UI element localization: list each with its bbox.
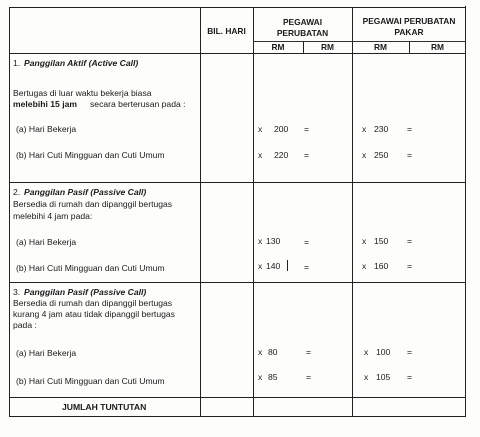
section3-title: Panggilan Pasif (Passive Call): [24, 287, 147, 297]
header-pakar-line1: PEGAWAI PERUBATAN: [362, 16, 456, 26]
section1-desc-line1: Bertugas di luar waktu bekerja biasa: [13, 88, 152, 98]
section3-row-a-rate1: 80: [268, 347, 278, 357]
section1-row-a-x1: x: [258, 124, 263, 134]
section3-bottom-line: [9, 397, 466, 398]
section1-row-b-label: (b) Hari Cuti Mingguan dan Cuti Umum: [16, 150, 165, 160]
section3-row-a-rate2: 100: [376, 347, 391, 357]
header-pegawai-line1: PEGAWAI: [282, 17, 323, 27]
section2-title: Panggilan Pasif (Passive Call): [24, 187, 147, 197]
section2-row-b-label: (b) Hari Cuti Mingguan dan Cuti Umum: [16, 263, 165, 273]
section2-row-a-x2: x: [362, 236, 367, 246]
column-divider-bil-hari: [200, 8, 201, 417]
header-rm-2: RM: [320, 42, 335, 52]
header-pegawai-line2: PERUBATAN: [276, 28, 329, 38]
section1-row-a-eq2: =: [407, 124, 413, 134]
section2-row-a-eq2: =: [407, 236, 413, 246]
section3-row-b-rate2: 105: [376, 372, 391, 382]
header-bil-hari: BIL. HARI: [207, 26, 246, 36]
section3-desc-line1: Bersedia di rumah dan dipanggil bertugas: [13, 298, 173, 308]
table-border-left: [9, 7, 10, 417]
section1-row-b-eq1: =: [304, 150, 310, 160]
section2-row-b-x1: x: [258, 261, 263, 271]
section1-row-a-eq1: =: [304, 124, 310, 134]
section2-number: 2.: [13, 187, 21, 197]
text-cursor: [287, 260, 288, 271]
header-rm-3: RM: [373, 42, 388, 52]
section2-row-a-eq1: =: [304, 237, 310, 247]
section2-row-b-x2: x: [362, 261, 367, 271]
section1-row-b-x1: x: [258, 150, 263, 160]
section1-number: 1.: [13, 58, 21, 68]
section2-bottom-line: [9, 282, 466, 283]
section3-row-a-label: (a) Hari Bekerja: [16, 348, 77, 358]
section2-row-a-x1: x: [258, 236, 263, 246]
section1-bottom-line: [9, 182, 466, 183]
column-divider-pegawai: [253, 8, 254, 417]
column-divider-pakar: [352, 7, 353, 417]
header-bottom-line: [9, 53, 466, 54]
section3-desc-line2: kurang 4 jam atau tidak dipanggil bertugas: [13, 309, 175, 319]
section2-row-a-label: (a) Hari Bekerja: [16, 237, 77, 247]
header-rm-1: RM: [271, 42, 285, 52]
section1-row-b-rate2: 250: [374, 150, 389, 160]
header-pakar-line2: PAKAR: [394, 27, 424, 37]
section3-row-b-rate1: 85: [268, 372, 278, 382]
section1-row-b-eq2: =: [407, 150, 413, 160]
section1-row-a-rate1: 200: [274, 124, 289, 134]
section2-row-b-eq1: =: [304, 262, 310, 272]
header-rm-4: RM: [430, 42, 445, 52]
section2-row-b-rate2: 160: [374, 261, 389, 271]
section3-row-b-label: (b) Hari Cuti Mingguan dan Cuti Umum: [16, 376, 165, 386]
section1-desc-bold: melebihi 15 jam: [13, 99, 78, 109]
section1-row-b-rate1: 220: [274, 150, 289, 160]
section3-row-a-eq2: =: [407, 347, 413, 357]
section3-desc-line3: pada :: [13, 320, 37, 330]
section3-row-a-x1: x: [258, 347, 263, 357]
section3-number: 3.: [13, 287, 21, 297]
section1-row-a-label: (a) Hari Bekerja: [16, 124, 77, 134]
section3-row-a-x2: x: [364, 347, 369, 357]
table-border-top: [9, 7, 466, 8]
section1-row-a-x2: x: [362, 124, 367, 134]
section2-desc-line1: Bersedia di rumah dan dipanggil bertugas: [13, 199, 173, 209]
section1-title: Panggilan Aktif (Active Call): [24, 58, 139, 68]
section3-row-b-eq2: =: [407, 372, 413, 382]
section1-row-a-rate2: 230: [374, 124, 389, 134]
table-border-right: [465, 6, 466, 417]
total-claim-label: JUMLAH TUNTUTAN: [62, 402, 147, 412]
section2-row-b-eq2: =: [407, 261, 413, 271]
section3-row-b-x1: x: [258, 372, 263, 382]
section1-desc-rest: secara berterusan pada :: [90, 99, 186, 109]
section1-row-b-x2: x: [362, 150, 367, 160]
section3-row-a-eq1: =: [306, 347, 312, 357]
section3-row-b-eq1: =: [306, 372, 312, 382]
section2-row-a-rate2: 150: [374, 236, 389, 246]
section2-row-b-rate1: 140: [266, 261, 281, 271]
section2-row-a-rate1: 130: [266, 236, 281, 246]
section2-desc-line2: melebihi 4 jam pada:: [13, 211, 93, 221]
table-border-bottom: [9, 416, 466, 417]
section3-row-b-x2: x: [364, 372, 369, 382]
